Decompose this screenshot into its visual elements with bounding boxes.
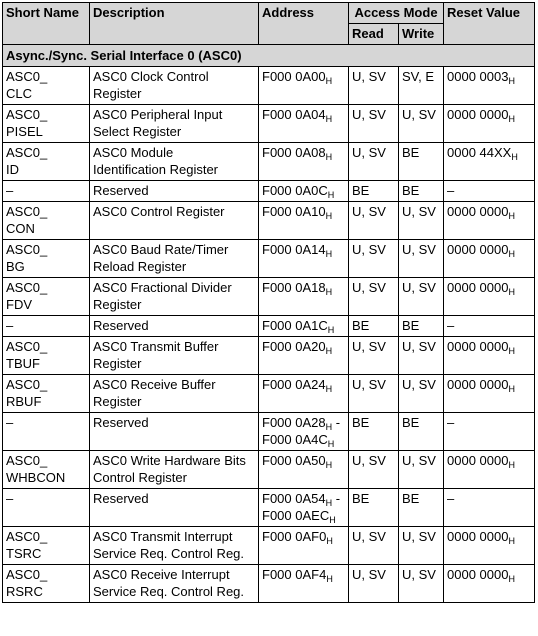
- subscript-hex: H: [508, 536, 515, 546]
- short-name-text: ASC0_: [6, 145, 48, 160]
- write-cell: BE: [399, 489, 444, 527]
- table-row: [3, 181, 535, 202]
- address-text: F000 0A08: [262, 145, 326, 160]
- short-name-text: ASC0_: [6, 453, 48, 468]
- description-text: ASC0 Receive Buffer: [93, 377, 216, 392]
- short-name-text: CLC: [6, 86, 33, 101]
- subscript-hex: H: [325, 211, 333, 221]
- read-cell: BE: [349, 413, 399, 451]
- subscript-hex: H: [326, 536, 333, 546]
- description-text: Service Req. Control Reg.: [93, 546, 245, 561]
- table-row: [3, 105, 535, 143]
- header-read: Read: [349, 24, 399, 45]
- address-cell: [259, 316, 349, 337]
- description-cell: [90, 337, 259, 375]
- reset-value-text: 0000 0000: [447, 529, 509, 544]
- reset-value-cell: [444, 316, 535, 337]
- reset-value-cell: [444, 143, 535, 181]
- header-reset-value: Reset Value: [444, 3, 535, 45]
- reset-value-text: 0000 0003: [447, 69, 509, 84]
- header-address: Address: [259, 3, 349, 45]
- read-cell: BE: [349, 181, 399, 202]
- reset-value-cell: [444, 181, 535, 202]
- write-cell: BE: [399, 143, 444, 181]
- write-cell: BE: [399, 413, 444, 451]
- short-name-text: CON: [6, 221, 35, 236]
- reset-value-text: 0000 44XX: [447, 145, 512, 160]
- subscript-hex: H: [508, 384, 515, 394]
- description-text: Select Register: [93, 124, 182, 139]
- subscript-hex: H: [326, 574, 333, 584]
- write-cell: U, SV: [399, 451, 444, 489]
- address-cell: [259, 278, 349, 316]
- address-cell: [259, 181, 349, 202]
- header-access-mode: Access Mode: [349, 3, 444, 24]
- description-text: Service Req. Control Reg.: [93, 584, 245, 599]
- short-name-text: ASC0_: [6, 242, 48, 257]
- subscript-hex: H: [508, 287, 515, 297]
- address-cell: [259, 105, 349, 143]
- address-text: F000 0AF0: [262, 529, 327, 544]
- write-cell: U, SV: [399, 337, 444, 375]
- short-name-cell: [3, 337, 90, 375]
- read-cell: U, SV: [349, 105, 399, 143]
- subscript-hex: H: [325, 498, 333, 508]
- short-name-text: ID: [6, 162, 19, 177]
- section-title: Async./Sync. Serial Interface 0 (ASC0): [3, 45, 535, 67]
- table-row: [3, 489, 535, 527]
- section-row: [3, 45, 535, 67]
- register-table: [2, 2, 535, 603]
- subscript-hex: H: [508, 574, 515, 584]
- address-cell: [259, 451, 349, 489]
- description-text: Control Register: [93, 470, 187, 485]
- address-cell: [259, 240, 349, 278]
- table-row: [3, 240, 535, 278]
- table-row: [3, 527, 535, 565]
- reset-value-text: –: [447, 491, 455, 506]
- short-name-cell: [3, 143, 90, 181]
- reset-value-cell: [444, 527, 535, 565]
- header-short-name: Short Name: [3, 3, 90, 45]
- subscript-hex: H: [325, 249, 333, 259]
- table-row: [3, 413, 535, 451]
- subscript-hex: H: [325, 114, 333, 124]
- address-text: F000 0A0C: [262, 183, 328, 198]
- reset-value-cell: [444, 278, 535, 316]
- write-cell: U, SV: [399, 202, 444, 240]
- subscript-hex: H: [327, 190, 335, 200]
- subscript-hex: H: [511, 152, 518, 162]
- reset-value-text: 0000 0000: [447, 453, 509, 468]
- reset-value-cell: [444, 337, 535, 375]
- description-text: Register: [93, 394, 142, 409]
- short-name-cell: [3, 240, 90, 278]
- read-cell: BE: [349, 489, 399, 527]
- description-cell: [90, 413, 259, 451]
- short-name-text: –: [6, 415, 14, 430]
- address-cell: [259, 67, 349, 105]
- address-cell: [259, 489, 349, 527]
- address-cell: [259, 375, 349, 413]
- read-cell: U, SV: [349, 375, 399, 413]
- subscript-hex: H: [327, 439, 335, 449]
- read-cell: U, SV: [349, 67, 399, 105]
- write-cell: U, SV: [399, 527, 444, 565]
- header-description: Description: [90, 3, 259, 45]
- address-text: F000 0A50: [262, 453, 326, 468]
- subscript-hex: H: [325, 287, 333, 297]
- reset-value-cell: [444, 240, 535, 278]
- short-name-text: ASC0_: [6, 529, 48, 544]
- short-name-text: ASC0_: [6, 204, 48, 219]
- short-name-text: RBUF: [6, 394, 42, 409]
- short-name-cell: [3, 278, 90, 316]
- reset-value-cell: [444, 105, 535, 143]
- short-name-cell: [3, 105, 90, 143]
- subscript-hex: H: [508, 249, 515, 259]
- address-text: F000 0A28: [262, 415, 326, 430]
- read-cell: U, SV: [349, 278, 399, 316]
- address-text: F000 0A20: [262, 339, 326, 354]
- reset-value-text: 0000 0000: [447, 567, 509, 582]
- subscript-hex: H: [325, 384, 333, 394]
- description-cell: [90, 375, 259, 413]
- description-text: Register: [93, 86, 142, 101]
- short-name-text: ASC0_: [6, 567, 48, 582]
- description-cell: [90, 451, 259, 489]
- description-text: Identification Register: [93, 162, 219, 177]
- short-name-text: –: [6, 318, 14, 333]
- address-text: F000 0A00: [262, 69, 326, 84]
- reset-value-cell: [444, 451, 535, 489]
- description-cell: [90, 143, 259, 181]
- short-name-text: ASC0_: [6, 339, 48, 354]
- description-cell: [90, 489, 259, 527]
- address-text: F000 0A10: [262, 204, 326, 219]
- short-name-cell: [3, 67, 90, 105]
- table-row: [3, 202, 535, 240]
- short-name-text: –: [6, 183, 14, 198]
- reset-value-cell: [444, 489, 535, 527]
- reset-value-text: 0000 0000: [447, 280, 509, 295]
- subscript-hex: H: [325, 152, 333, 162]
- table-row: [3, 337, 535, 375]
- table-row: [3, 316, 535, 337]
- short-name-text: ASC0_: [6, 377, 48, 392]
- write-cell: SV, E: [399, 67, 444, 105]
- subscript-hex: H: [325, 76, 333, 86]
- description-cell: [90, 316, 259, 337]
- short-name-text: ASC0_: [6, 107, 48, 122]
- reset-value-text: –: [447, 415, 455, 430]
- subscript-hex: H: [325, 346, 333, 356]
- description-cell: [90, 181, 259, 202]
- short-name-cell: [3, 527, 90, 565]
- address-text: F000 0A18: [262, 280, 326, 295]
- write-cell: U, SV: [399, 565, 444, 603]
- address-text: F000 0A14: [262, 242, 326, 257]
- read-cell: U, SV: [349, 451, 399, 489]
- description-text: ASC0 Module: [93, 145, 174, 160]
- write-cell: U, SV: [399, 278, 444, 316]
- subscript-hex: H: [508, 460, 515, 470]
- description-text: ASC0 Clock Control: [93, 69, 209, 84]
- reset-value-text: –: [447, 183, 455, 198]
- read-cell: U, SV: [349, 143, 399, 181]
- short-name-text: FDV: [6, 297, 32, 312]
- read-cell: U, SV: [349, 240, 399, 278]
- subscript-hex: H: [325, 460, 333, 470]
- read-cell: U, SV: [349, 565, 399, 603]
- table-row: [3, 565, 535, 603]
- address-text: F000 0A04: [262, 107, 326, 122]
- description-text: Register: [93, 297, 142, 312]
- description-text: Reserved: [93, 183, 149, 198]
- write-cell: BE: [399, 316, 444, 337]
- short-name-cell: [3, 565, 90, 603]
- short-name-cell: [3, 451, 90, 489]
- short-name-text: PISEL: [6, 124, 43, 139]
- reset-value-text: 0000 0000: [447, 107, 509, 122]
- subscript-hex: H: [329, 515, 336, 525]
- read-cell: U, SV: [349, 202, 399, 240]
- short-name-cell: [3, 375, 90, 413]
- short-name-cell: [3, 181, 90, 202]
- description-text: ASC0 Transmit Interrupt: [93, 529, 233, 544]
- address-text: F000 0A1C: [262, 318, 328, 333]
- write-cell: U, SV: [399, 240, 444, 278]
- range-dash: -: [332, 491, 341, 506]
- short-name-text: TBUF: [6, 356, 40, 371]
- read-cell: BE: [349, 316, 399, 337]
- short-name-text: BG: [6, 259, 25, 274]
- description-text: ASC0 Fractional Divider: [93, 280, 232, 295]
- description-text: ASC0 Receive Interrupt: [93, 567, 230, 582]
- write-cell: U, SV: [399, 375, 444, 413]
- reset-value-text: 0000 0000: [447, 377, 509, 392]
- short-name-text: ASC0_: [6, 280, 48, 295]
- description-cell: [90, 202, 259, 240]
- subscript-hex: H: [508, 346, 515, 356]
- description-text: Register: [93, 356, 142, 371]
- short-name-cell: [3, 413, 90, 451]
- reset-value-text: 0000 0000: [447, 339, 509, 354]
- table-row: [3, 143, 535, 181]
- table-row: [3, 278, 535, 316]
- subscript-hex: H: [325, 422, 333, 432]
- short-name-text: –: [6, 491, 14, 506]
- table-row: [3, 375, 535, 413]
- read-cell: U, SV: [349, 527, 399, 565]
- description-cell: [90, 278, 259, 316]
- subscript-hex: H: [508, 76, 515, 86]
- description-text: ASC0 Transmit Buffer: [93, 339, 219, 354]
- address-text: F000 0AF4: [262, 567, 327, 582]
- address-text: F000 0A4C: [262, 432, 328, 447]
- description-cell: [90, 105, 259, 143]
- short-name-cell: [3, 202, 90, 240]
- description-text: ASC0 Baud Rate/Timer: [93, 242, 229, 257]
- address-cell: [259, 143, 349, 181]
- address-cell: [259, 413, 349, 451]
- range-dash: -: [332, 415, 341, 430]
- header-write: Write: [399, 24, 444, 45]
- address-text: F000 0AEC: [262, 508, 330, 523]
- table-body: [3, 45, 535, 603]
- description-text: Reserved: [93, 415, 149, 430]
- reset-value-cell: [444, 413, 535, 451]
- description-text: ASC0 Peripheral Input: [93, 107, 223, 122]
- short-name-cell: [3, 316, 90, 337]
- address-text: F000 0A54: [262, 491, 326, 506]
- reset-value-text: 0000 0000: [447, 242, 509, 257]
- address-cell: [259, 527, 349, 565]
- address-cell: [259, 202, 349, 240]
- reset-value-text: 0000 0000: [447, 204, 509, 219]
- reset-value-cell: [444, 375, 535, 413]
- description-cell: [90, 240, 259, 278]
- subscript-hex: H: [327, 325, 335, 335]
- description-text: Reload Register: [93, 259, 187, 274]
- subscript-hex: H: [508, 211, 515, 221]
- description-cell: [90, 67, 259, 105]
- subscript-hex: H: [508, 114, 515, 124]
- short-name-cell: [3, 489, 90, 527]
- short-name-text: TSRC: [6, 546, 42, 561]
- reset-value-text: –: [447, 318, 455, 333]
- address-cell: [259, 565, 349, 603]
- description-text: Reserved: [93, 318, 149, 333]
- write-cell: BE: [399, 181, 444, 202]
- short-name-text: RSRC: [6, 584, 43, 599]
- description-text: ASC0 Write Hardware Bits: [93, 453, 246, 468]
- address-cell: [259, 337, 349, 375]
- short-name-text: WHBCON: [6, 470, 66, 485]
- table-row: [3, 451, 535, 489]
- description-text: Reserved: [93, 491, 149, 506]
- description-text: ASC0 Control Register: [93, 204, 225, 219]
- reset-value-cell: [444, 565, 535, 603]
- table-row: [3, 67, 535, 105]
- description-cell: [90, 527, 259, 565]
- address-text: F000 0A24: [262, 377, 326, 392]
- short-name-text: ASC0_: [6, 69, 48, 84]
- reset-value-cell: [444, 67, 535, 105]
- reset-value-cell: [444, 202, 535, 240]
- description-cell: [90, 565, 259, 603]
- write-cell: U, SV: [399, 105, 444, 143]
- read-cell: U, SV: [349, 337, 399, 375]
- table-header: [3, 3, 535, 45]
